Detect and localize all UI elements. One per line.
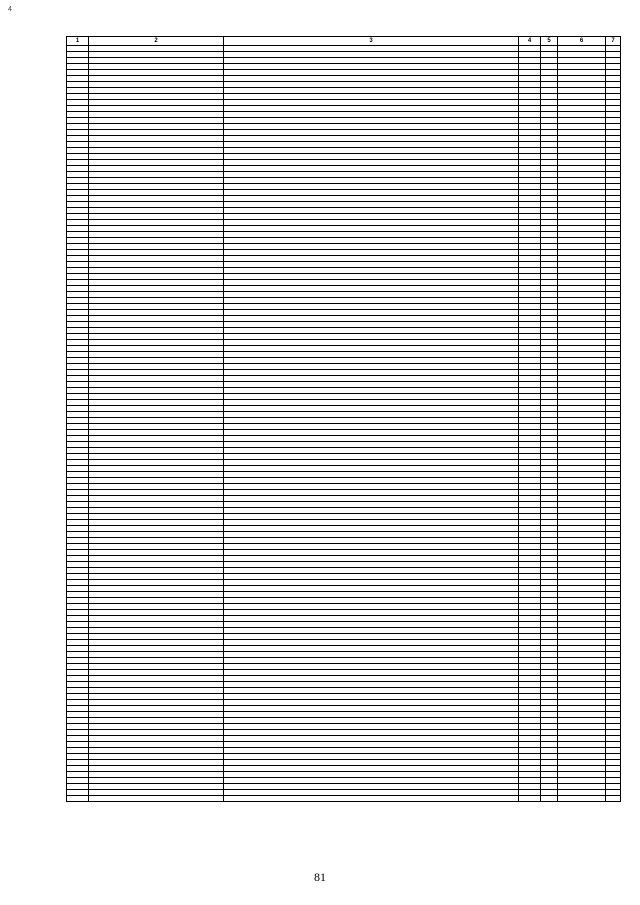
works-table	[66, 36, 621, 802]
table-cell	[224, 796, 519, 802]
table-cell	[67, 796, 89, 802]
column-number: 2	[89, 37, 224, 46]
column-number: 5	[541, 37, 558, 46]
table-cell	[519, 796, 541, 802]
column-number: 6	[558, 37, 606, 46]
column-number: 1	[67, 37, 89, 46]
corner-mark: 4	[8, 6, 12, 13]
table-cell	[606, 796, 621, 802]
table-cell	[541, 796, 558, 802]
table-body	[67, 46, 621, 802]
column-number: 3	[224, 37, 519, 46]
column-number: 4	[519, 37, 541, 46]
page-number: 81	[314, 870, 326, 884]
table-cell	[89, 796, 224, 802]
table-cell	[558, 796, 606, 802]
column-number: 7	[606, 37, 621, 46]
column-number-row	[67, 37, 621, 46]
table-row	[67, 796, 621, 802]
